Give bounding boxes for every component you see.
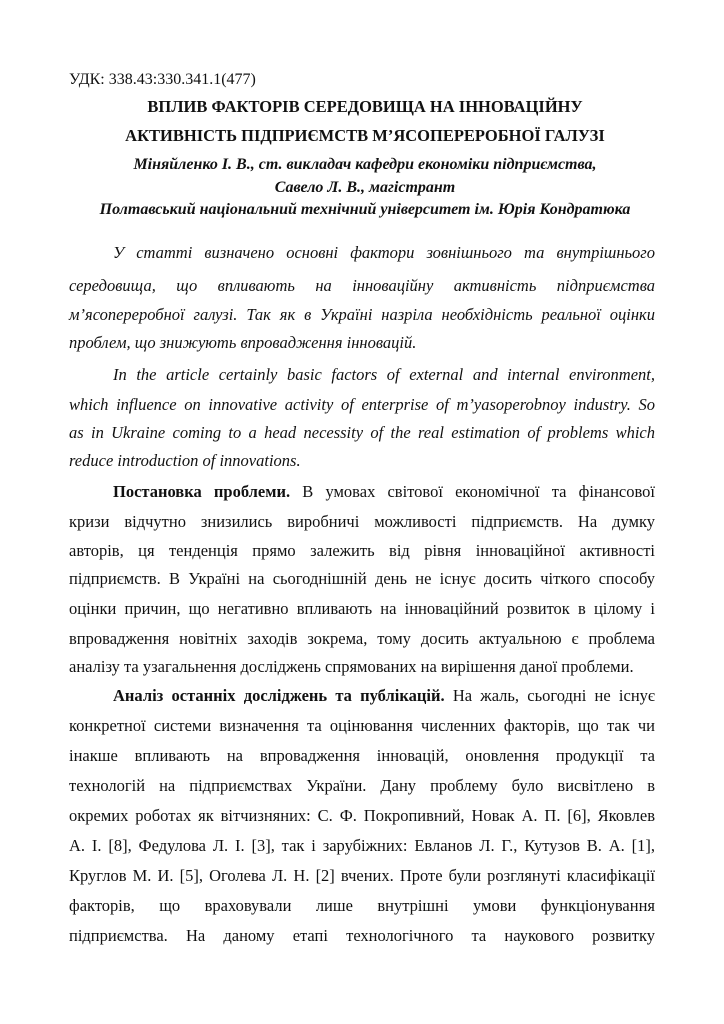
section2-first-line [113,686,655,706]
article-title-line-1: ВПЛИВ ФАКТОРІВ СЕРЕДОВИЩА НА ІННОВАЦІЙНУ [147,97,583,116]
section1-line: кризи відчутно знизились виробничі можливості підприємств. На думку [69,512,655,531]
abstract-ua-line: м’ясопереробної галузі. Так як в Україні назріла необхідність реальної оцінки [69,305,655,324]
abstract-en-line: as in Ukraine coming to a head necessity of the real estimation of problems which [69,423,655,442]
abstract-ua-line: середовища, що впливають на інноваційну активність підприємства [69,276,655,295]
abstract-en-line: which influence on innovative activity of enterprise of m’yasoperobnoy industry. So [69,395,655,414]
abstract-en-line: reduce introduction of innovations. [69,451,301,470]
section2-heading: Аналіз останніх досліджень та публікацій. [113,686,445,705]
abstract-ua-line: проблем, що знижують впровадження інновацій. [69,333,417,352]
section2-line: А. І. [8], Федулова Л. І. [3], так і зарубіжних: Евланов Л. Г., Кутузов В. А. [1], [69,836,655,855]
section2-line: факторів, що враховували лише внутрішні умови функціонування [69,896,655,915]
section1-first-line-text: В умовах світової економічної та фінансової [290,482,656,501]
section1-line: авторів, ця тенденція прямо залежить від рівня інноваційної активності [69,541,655,560]
section2-first-line-text: На жаль, сьогодні не існує [444,686,655,705]
section1-heading: Постановка проблеми. [113,482,291,501]
section1-line: оцінки причин, що негативно впливають на інноваційний розвиток в цілому і [69,599,655,618]
section1-line: аналізу та узагальнення досліджень спрямованих на вирішення даної проблеми. [69,657,634,676]
author-line-2: Савело Л. В., магістрант [274,179,456,196]
section2-line: технологій на підприємствах України. Дану проблему було висвітлено в [69,776,655,795]
section2-line: Круглов М. И. [5], Оголева Л. Н. [2] вчених. Проте були розглянуті класифікації [69,866,655,885]
section1-line: підприємств. В Україні на сьогоднішній день не існує досить чіткого способу [69,569,655,588]
article-title-line-2: АКТИВНІСТЬ ПІДПРИЄМСТВ М’ЯСОПЕРЕРОБНОЇ ГАЛУЗІ [125,126,605,145]
section1-first-line [113,482,655,502]
section2-line: конкретної системи визначення та оцінювання численних факторів, що так чи [69,716,655,735]
author-affiliation: Полтавський національний технічний університет ім. Юрія Кондратюка [99,201,631,218]
udk-code: УДК: 338.43:330.341.1(477) [69,71,256,88]
abstract-en-line: In the article certainly basic factors of external and internal environment, [113,365,655,384]
abstract-ua-line: У статті визначено основні фактори зовнішнього та внутрішнього [113,243,655,262]
section2-line: окремих роботах як вітчизняних: С. Ф. Покропивний, Новак А. П. [6], Яковлев [69,806,655,825]
section2-line: інакше впливають на впровадження інновацій, оновлення продукції та [69,746,655,765]
section1-line: впровадження новітніх заходів зокрема, тому досить актуальною є проблема [69,629,655,648]
section2-line: підприємства. На даному етапі технологічного та наукового розвитку [69,926,655,945]
author-line-1: Міняйленко І. В., ст. викладач кафедри економіки підприємства, [133,156,597,173]
